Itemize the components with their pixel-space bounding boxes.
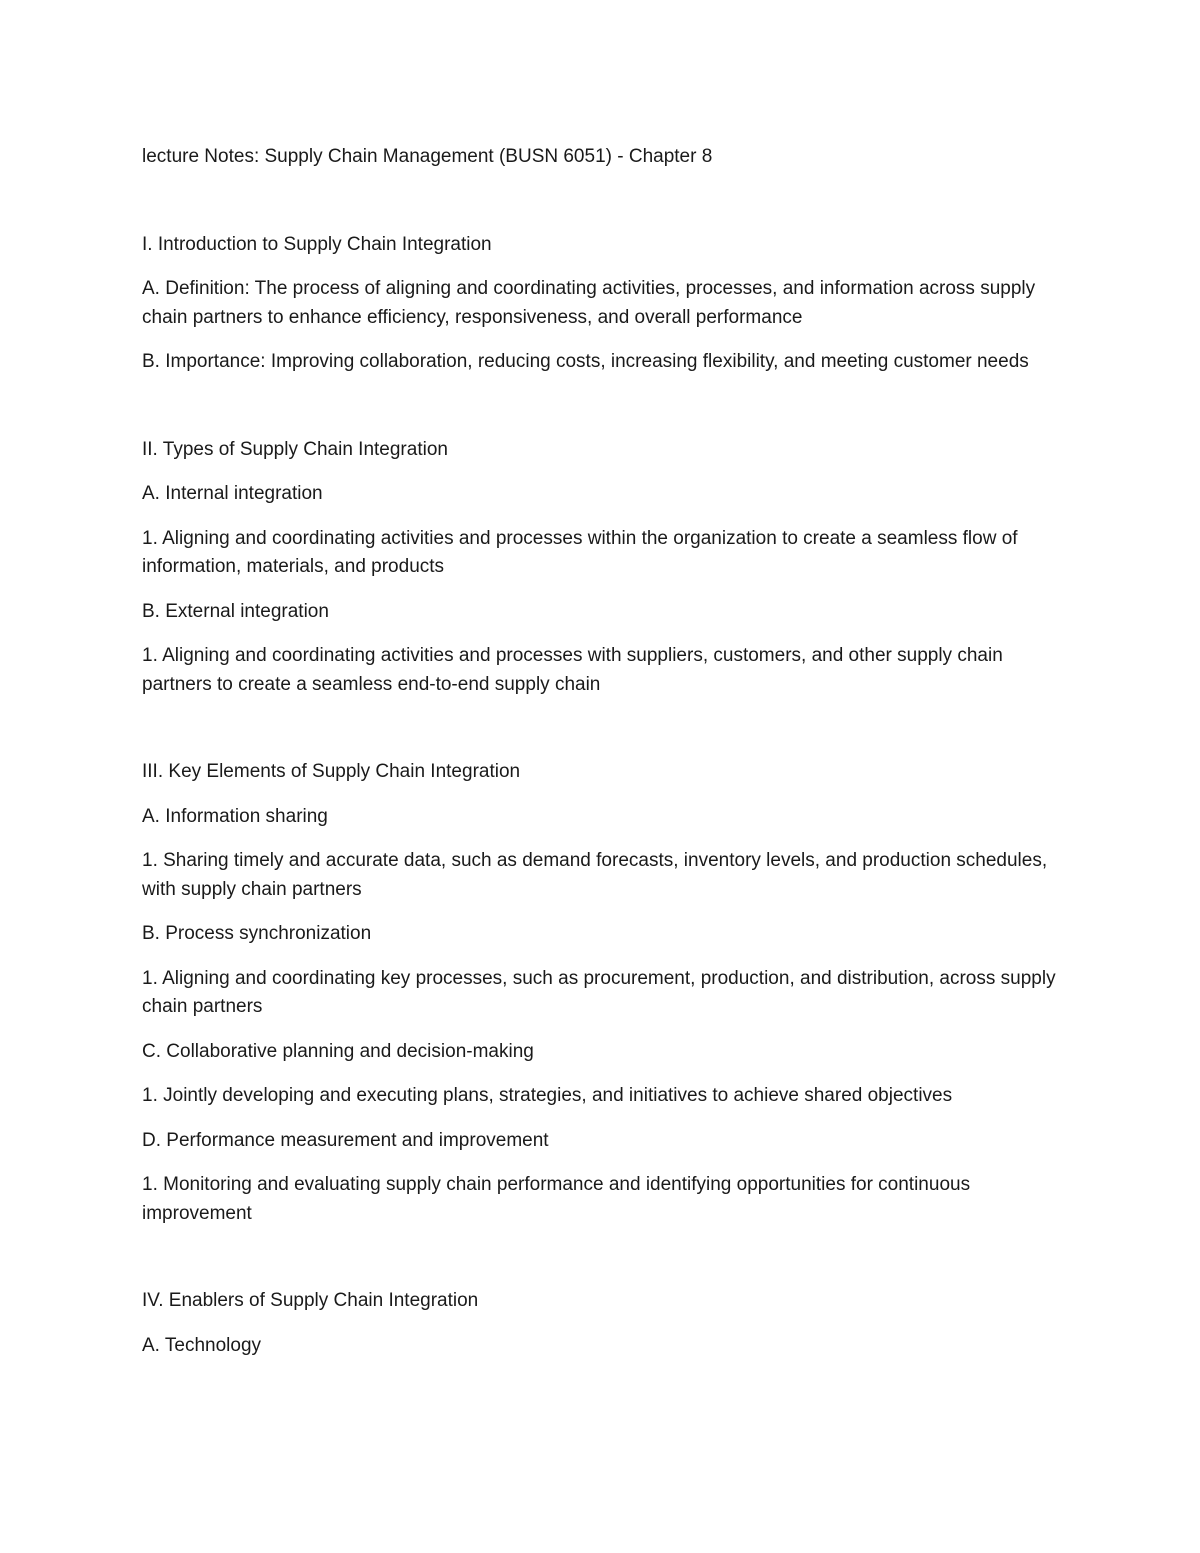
document-title: lecture Notes: Supply Chain Management (BUSN 6051) - Chapter 8 xyxy=(142,146,713,167)
section-heading-4: IV. Enablers of Supply Chain Integration xyxy=(142,1290,479,1311)
section-heading-2: II. Types of Supply Chain Integration xyxy=(142,438,448,460)
document-body xyxy=(142,143,1062,1360)
section-2-item-a: A. Internal integration xyxy=(142,483,323,504)
section-heading-1: I. Introduction to Supply Chain Integration xyxy=(142,233,492,255)
section-3-item-b1: 1. Aligning and coordinating key processes, such as procurement, production, and distribution, across supply chain partners xyxy=(142,967,1056,1017)
section-2-item-b1: 1. Aligning and coordinating activities and processes with suppliers, customers, and other supply chain partners to create a seamless end-to-end supply chain xyxy=(142,645,1003,695)
section-3-item-c1: 1. Jointly developing and executing plans, strategies, and initiatives to achieve shared objectives xyxy=(142,1085,953,1106)
section-3-item-c: C. Collaborative planning and decision-making xyxy=(142,1040,534,1062)
section-3-item-d: D. Performance measurement and improvement xyxy=(142,1129,549,1151)
section-3-item-d1: 1. Monitoring and evaluating supply chain performance and identifying opportunities for continuous improvement xyxy=(142,1174,971,1224)
section-1-item-b: B. Importance: Improving collaboration, reducing costs, increasing flexibility, and meeting customer needs xyxy=(142,351,1029,372)
section-2-item-a1: 1. Aligning and coordinating activities and processes within the organization to create a seamless flow of information, materials, and products xyxy=(142,527,1018,577)
section-4-item-a: A. Technology xyxy=(142,1334,262,1356)
section-3-item-a1: 1. Sharing timely and accurate data, such as demand forecasts, inventory levels, and production schedules, with supply chain partners xyxy=(142,850,1048,900)
section-3-item-a: A. Information sharing xyxy=(142,805,328,827)
section-2-item-b: B. External integration xyxy=(142,600,329,622)
section-heading-3: III. Key Elements of Supply Chain Integration xyxy=(142,761,521,782)
section-1-item-a: A. Definition: The process of aligning and coordinating activities, processes, and information across supply chain partners to enhance efficiency, responsiveness, and overall performance xyxy=(142,278,1036,328)
section-3-item-b: B. Process synchronization xyxy=(142,923,372,944)
